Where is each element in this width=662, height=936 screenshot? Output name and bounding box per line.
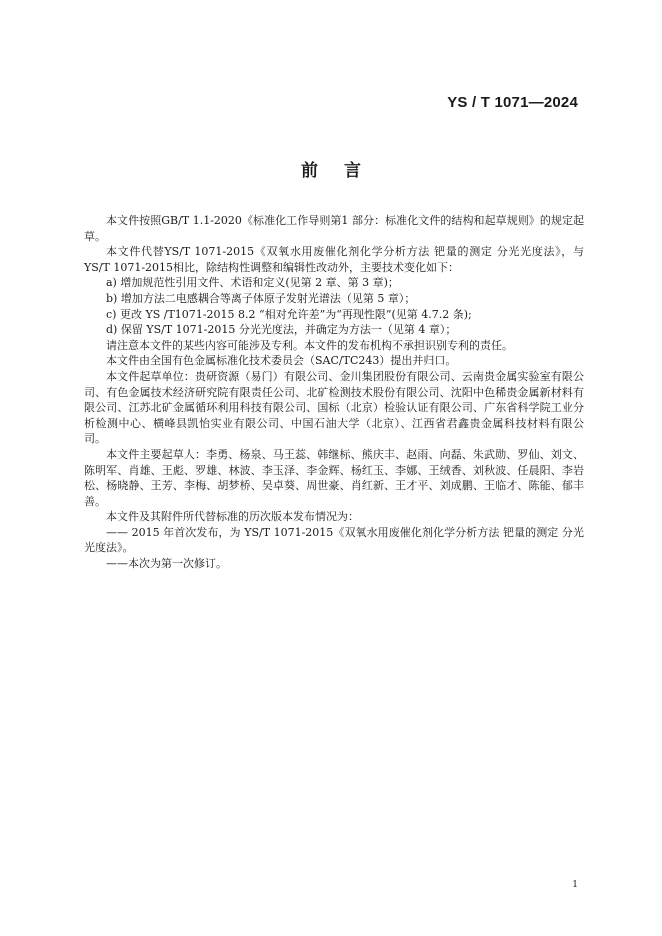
- paragraph-patent-notice: 请注意本文件的某些内容可能涉及专利。本文件的发布机构不承担识别专利的责任。: [106, 338, 513, 352]
- page-number: 1: [572, 880, 578, 890]
- paragraph-drafting-units: 本文件起草单位：贵研资源（易门）有限公司、金川集团股份有限公司、云南贵金属实验室有限公司、有色金属技术经济研究院有限责任公司、北矿检测技术股份有限公司、沈阳中色稀贵金属新材料有限公司、江苏北矿金属循环利用科技有限公司、国标（北京）检验认证有限公司、广东省科学院工业分析检测中心、横峰县凯怡实业有限公司、中国石油大学（北京）、江西省君鑫贵金属科技材料有限公司。: [84, 369, 584, 446]
- paragraph-history-revision: ——本次为第一次修订。: [106, 557, 227, 571]
- foreword-body: [84, 213, 584, 572]
- list-item-d: d) 保留 YS/T 1071-2015 分光光度法，并确定为方法一（见第 4 章）；: [106, 323, 457, 337]
- paragraph-committee: 本文件由全国有色金属标准化技术委员会（SAC/TC243）提出并归口。: [106, 354, 457, 368]
- standard-code: YS / T 1071—2024: [447, 94, 578, 111]
- paragraph-drafting-rules: 本文件按照GB/T 1.1-2020《标准化工作导则第1 部分：标准化文件的结构和起草规则》的规定起草。: [84, 214, 584, 243]
- list-item-c: c) 更改 YS /T1071-2015 8.2 “相对允许差”为“再现性限”(见第 4.7.2 条);: [106, 307, 472, 321]
- paragraph-drafters: 本文件主要起草人：李勇、杨泉、马王蕊、韩继标、熊庆丰、赵雨、向磊、朱武勋、罗仙、刘文、陈明军、肖雄、王彪、罗雄、林波、李玉泽、李金辉、杨红玉、李娜、王绒香、刘秋波、任晨阳、李岩松、杨晓静、王芳、李梅、胡梦桥、吴卓葵、周世豪、肖红新、王才平、刘成鹏、王临才、陈能、郁丰善。: [84, 447, 584, 508]
- paragraph-replacement: 本文件代替YS/T 1071-2015《双氧水用废催化剂化学分析方法 钯量的测定 分光光度法》，与YS/T 1071-2015相比，除结构性调整和编辑性改动外，主要技术变化如下：: [84, 245, 584, 274]
- list-item-a: a) 增加规范性引用文件、术语和定义(见第 2 章、第 3 章)；: [106, 276, 399, 290]
- list-item-b: b) 增加方法二电感耦合等离子体原子发射光谱法（见第 5 章）；: [106, 291, 416, 305]
- page-title: 前言: [301, 161, 387, 181]
- paragraph-history-2015: —— 2015 年首次发布，为 YS/T 1071-2015《双氧水用废催化剂化学分析方法 钯量的测定 分光光度法》。: [84, 525, 584, 555]
- paragraph-history-intro: 本文件及其附件所代替标准的历次版本发布情况为：: [106, 510, 359, 524]
